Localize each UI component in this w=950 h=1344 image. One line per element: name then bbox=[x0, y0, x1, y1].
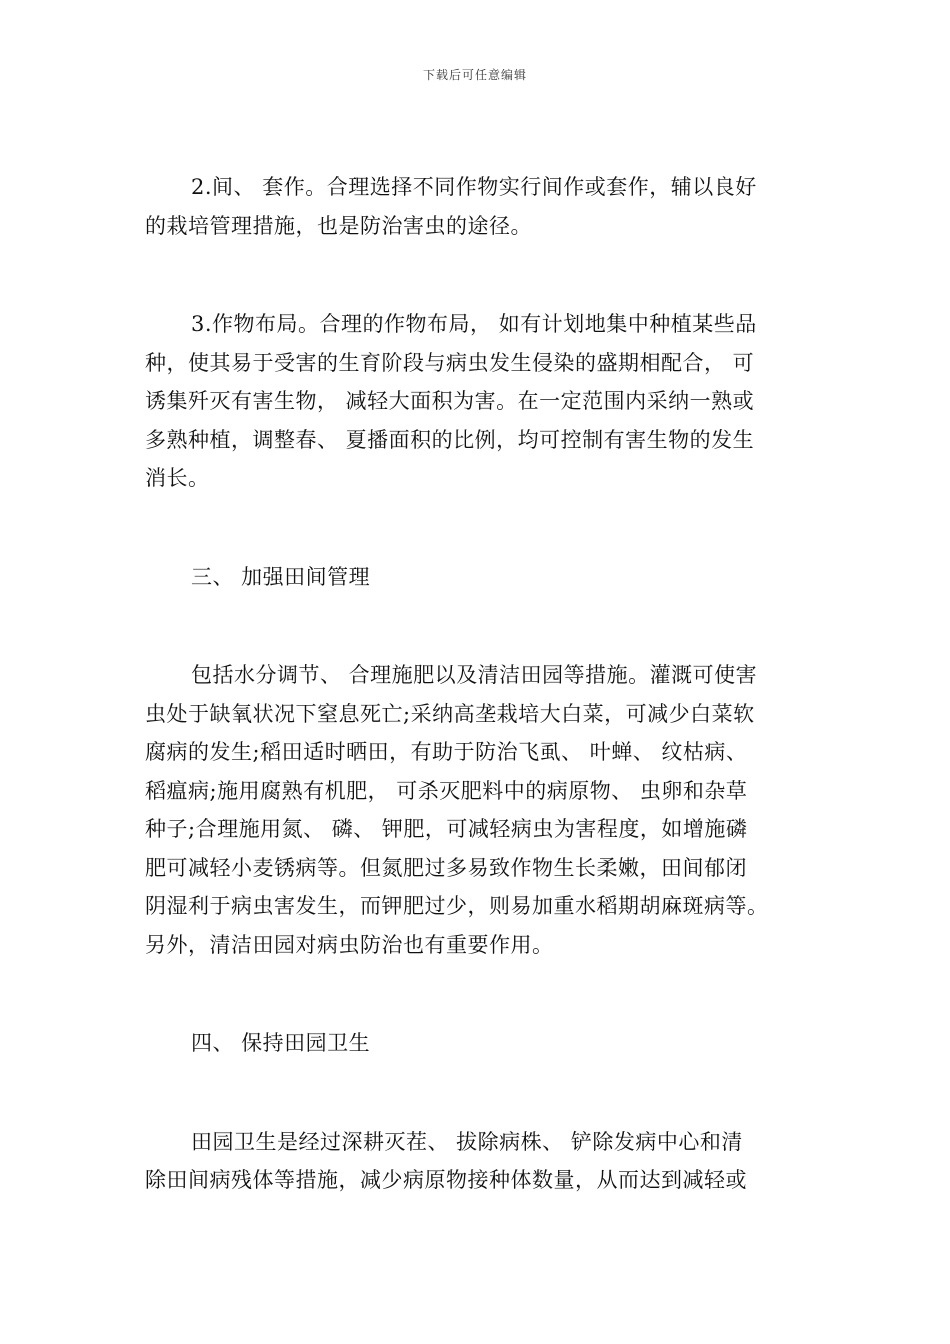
section-heading-field-hygiene bbox=[145, 1024, 815, 1063]
paragraph-line: 3.作物布局。合理的作物布局， 如有计划地集中种植某些品 bbox=[191, 312, 757, 336]
paragraph-line: 除田间病残体等措施，减少病原物接种体数量，从而达到减轻或 bbox=[145, 1168, 747, 1192]
paragraph-line: 包括水分调节、 合理施肥以及清洁田园等措施。灌溉可使害 bbox=[191, 663, 758, 687]
paragraph-line: 阴湿利于病虫害发生，而钾肥过少，则易加重水稻期胡麻斑病等。 bbox=[145, 894, 769, 918]
paragraph-line: 腐病的发生;稻田适时晒田，有助于防治飞虱、 叶蝉、 纹枯病、 bbox=[145, 740, 748, 764]
page-header: 下载后可任意编辑 bbox=[422, 68, 527, 82]
paragraph-line: 种子;合理施用氮、 磷、 钾肥，可减轻病虫为害程度，如增施磷 bbox=[145, 817, 748, 841]
section-heading: 三、 加强田间管理 bbox=[191, 564, 371, 589]
document-body bbox=[145, 168, 815, 1200]
paragraph-field-hygiene bbox=[145, 1123, 815, 1200]
paragraph-line: 消长。 bbox=[145, 466, 210, 490]
paragraph-line: 稻瘟病;施用腐熟有机肥， 可杀灭肥料中的病原物、 虫卵和杂草 bbox=[145, 778, 748, 803]
section-heading-field-management bbox=[145, 558, 815, 597]
paragraph-line: 多熟种植，调整春、 夏播面积的比例，均可控制有害生物的发生 bbox=[145, 427, 755, 452]
paragraph-line: 肥可减轻小麦锈病等。但氮肥过多易致作物生长柔嫩，田间郁闭 bbox=[145, 855, 747, 880]
paragraph-line: 田园卫生是经过深耕灭茬、 拔除病株、 铲除发病中心和清 bbox=[191, 1129, 743, 1154]
paragraph-line: 2.间、 套作。合理选择不同作物实行间作或套作，辅以良好 bbox=[191, 175, 757, 199]
paragraph-line: 虫处于缺氧状况下窒息死亡;采纳高垄栽培大白菜，可减少白菜软 bbox=[145, 701, 755, 726]
paragraph-line: 种，使其易于受害的生育阶段与病虫发生侵染的盛期相配合， 可 bbox=[145, 350, 755, 375]
paragraph-intercropping bbox=[145, 168, 815, 245]
paragraph-line: 另外，清洁田园对病虫防治也有重要作用。 bbox=[145, 932, 554, 957]
paragraph-line: 诱集歼灭有害生物， 减轻大面积为害。在一定范围内采纳一熟或 bbox=[145, 389, 755, 413]
paragraph-crop-layout bbox=[145, 305, 815, 498]
section-heading: 四、 保持田园卫生 bbox=[191, 1031, 371, 1055]
paragraph-field-management bbox=[145, 656, 815, 964]
paragraph-line: 的栽培管理措施，也是防治害虫的途径。 bbox=[145, 213, 532, 238]
